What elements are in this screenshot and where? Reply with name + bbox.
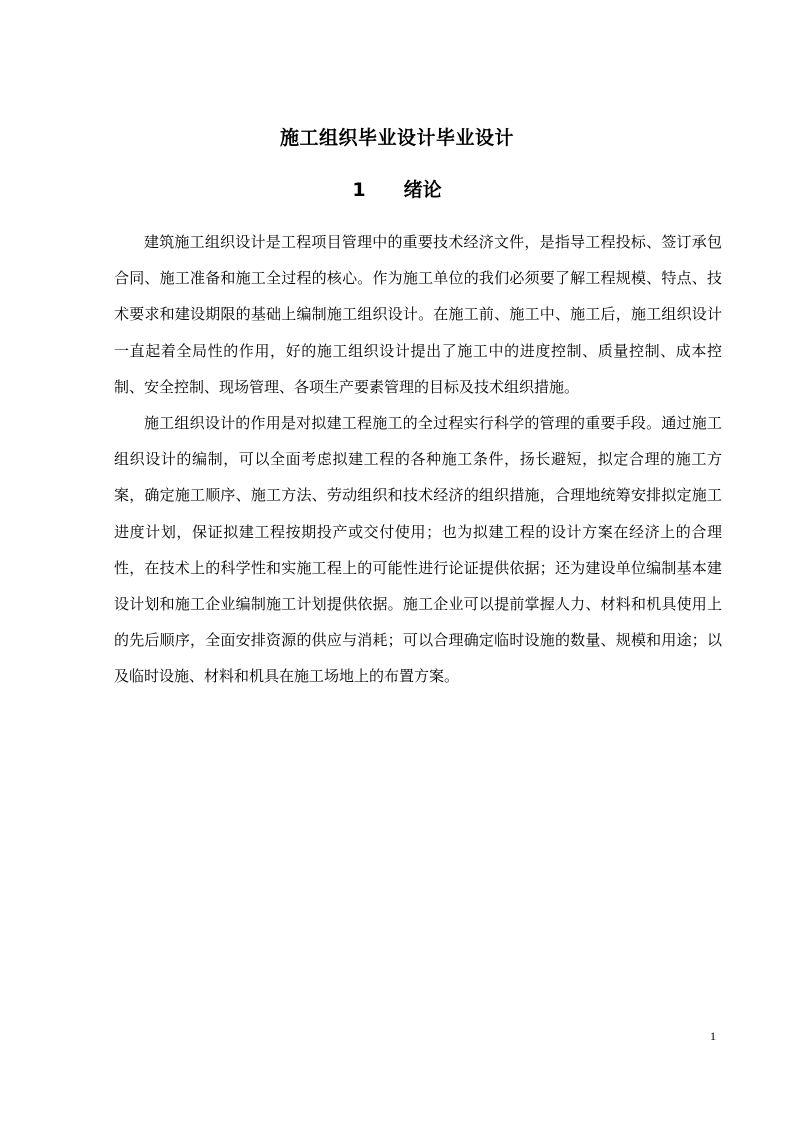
section-number: 1	[352, 179, 366, 201]
body-text	[114, 224, 722, 695]
page-number: 1	[710, 1029, 716, 1043]
document-title: 施工组织毕业设计毕业设计	[279, 127, 514, 149]
paragraph: 施工组织设计的作用是对拟建工程施工的全过程实行科学的管理的重要手段。通过施工组织设计的编制，可以全面考虑拟建工程的各种施工条件，扬长避短，拟定合理的施工方案，确定施工顺序、施工方法、劳动组织和技术经济的组织措施，合理地统筹安排拟定施工进度计划，保证拟建工程按期投产或交付使用；也为拟建工程的设计方案在经济上的合理性，在技术上的科学性和实施工程上的可能性进行论证提供依据；还为建设单位编制基本建设计划和施工企业编制施工计划提供依据。施工企业可以提前掌握人力、材料和机具使用上的先后顺序，全面安排资源的供应与消耗；可以合理确定临时设施的数量、规模和用途；以及临时设施、材料和机具在施工场地上的布置方案。	[114, 414, 722, 686]
section-heading	[0, 175, 794, 205]
paragraph: 建筑施工组织设计是工程项目管理中的重要技术经济文件，是指导工程投标、签订承包合同、施工准备和施工全过程的核心。作为施工单位的我们必须要了解工程规模、特点、技术要求和建设期限的基础上编制施工组织设计。在施工前、施工中、施工后，施工组织设计一直起着全局性的作用，好的施工组织设计提出了施工中的进度控制、质量控制、成本控制、安全控制、现场管理、各项生产要素管理的目标及技术组织措施。	[114, 233, 722, 396]
section-title: 绪论	[403, 179, 442, 201]
